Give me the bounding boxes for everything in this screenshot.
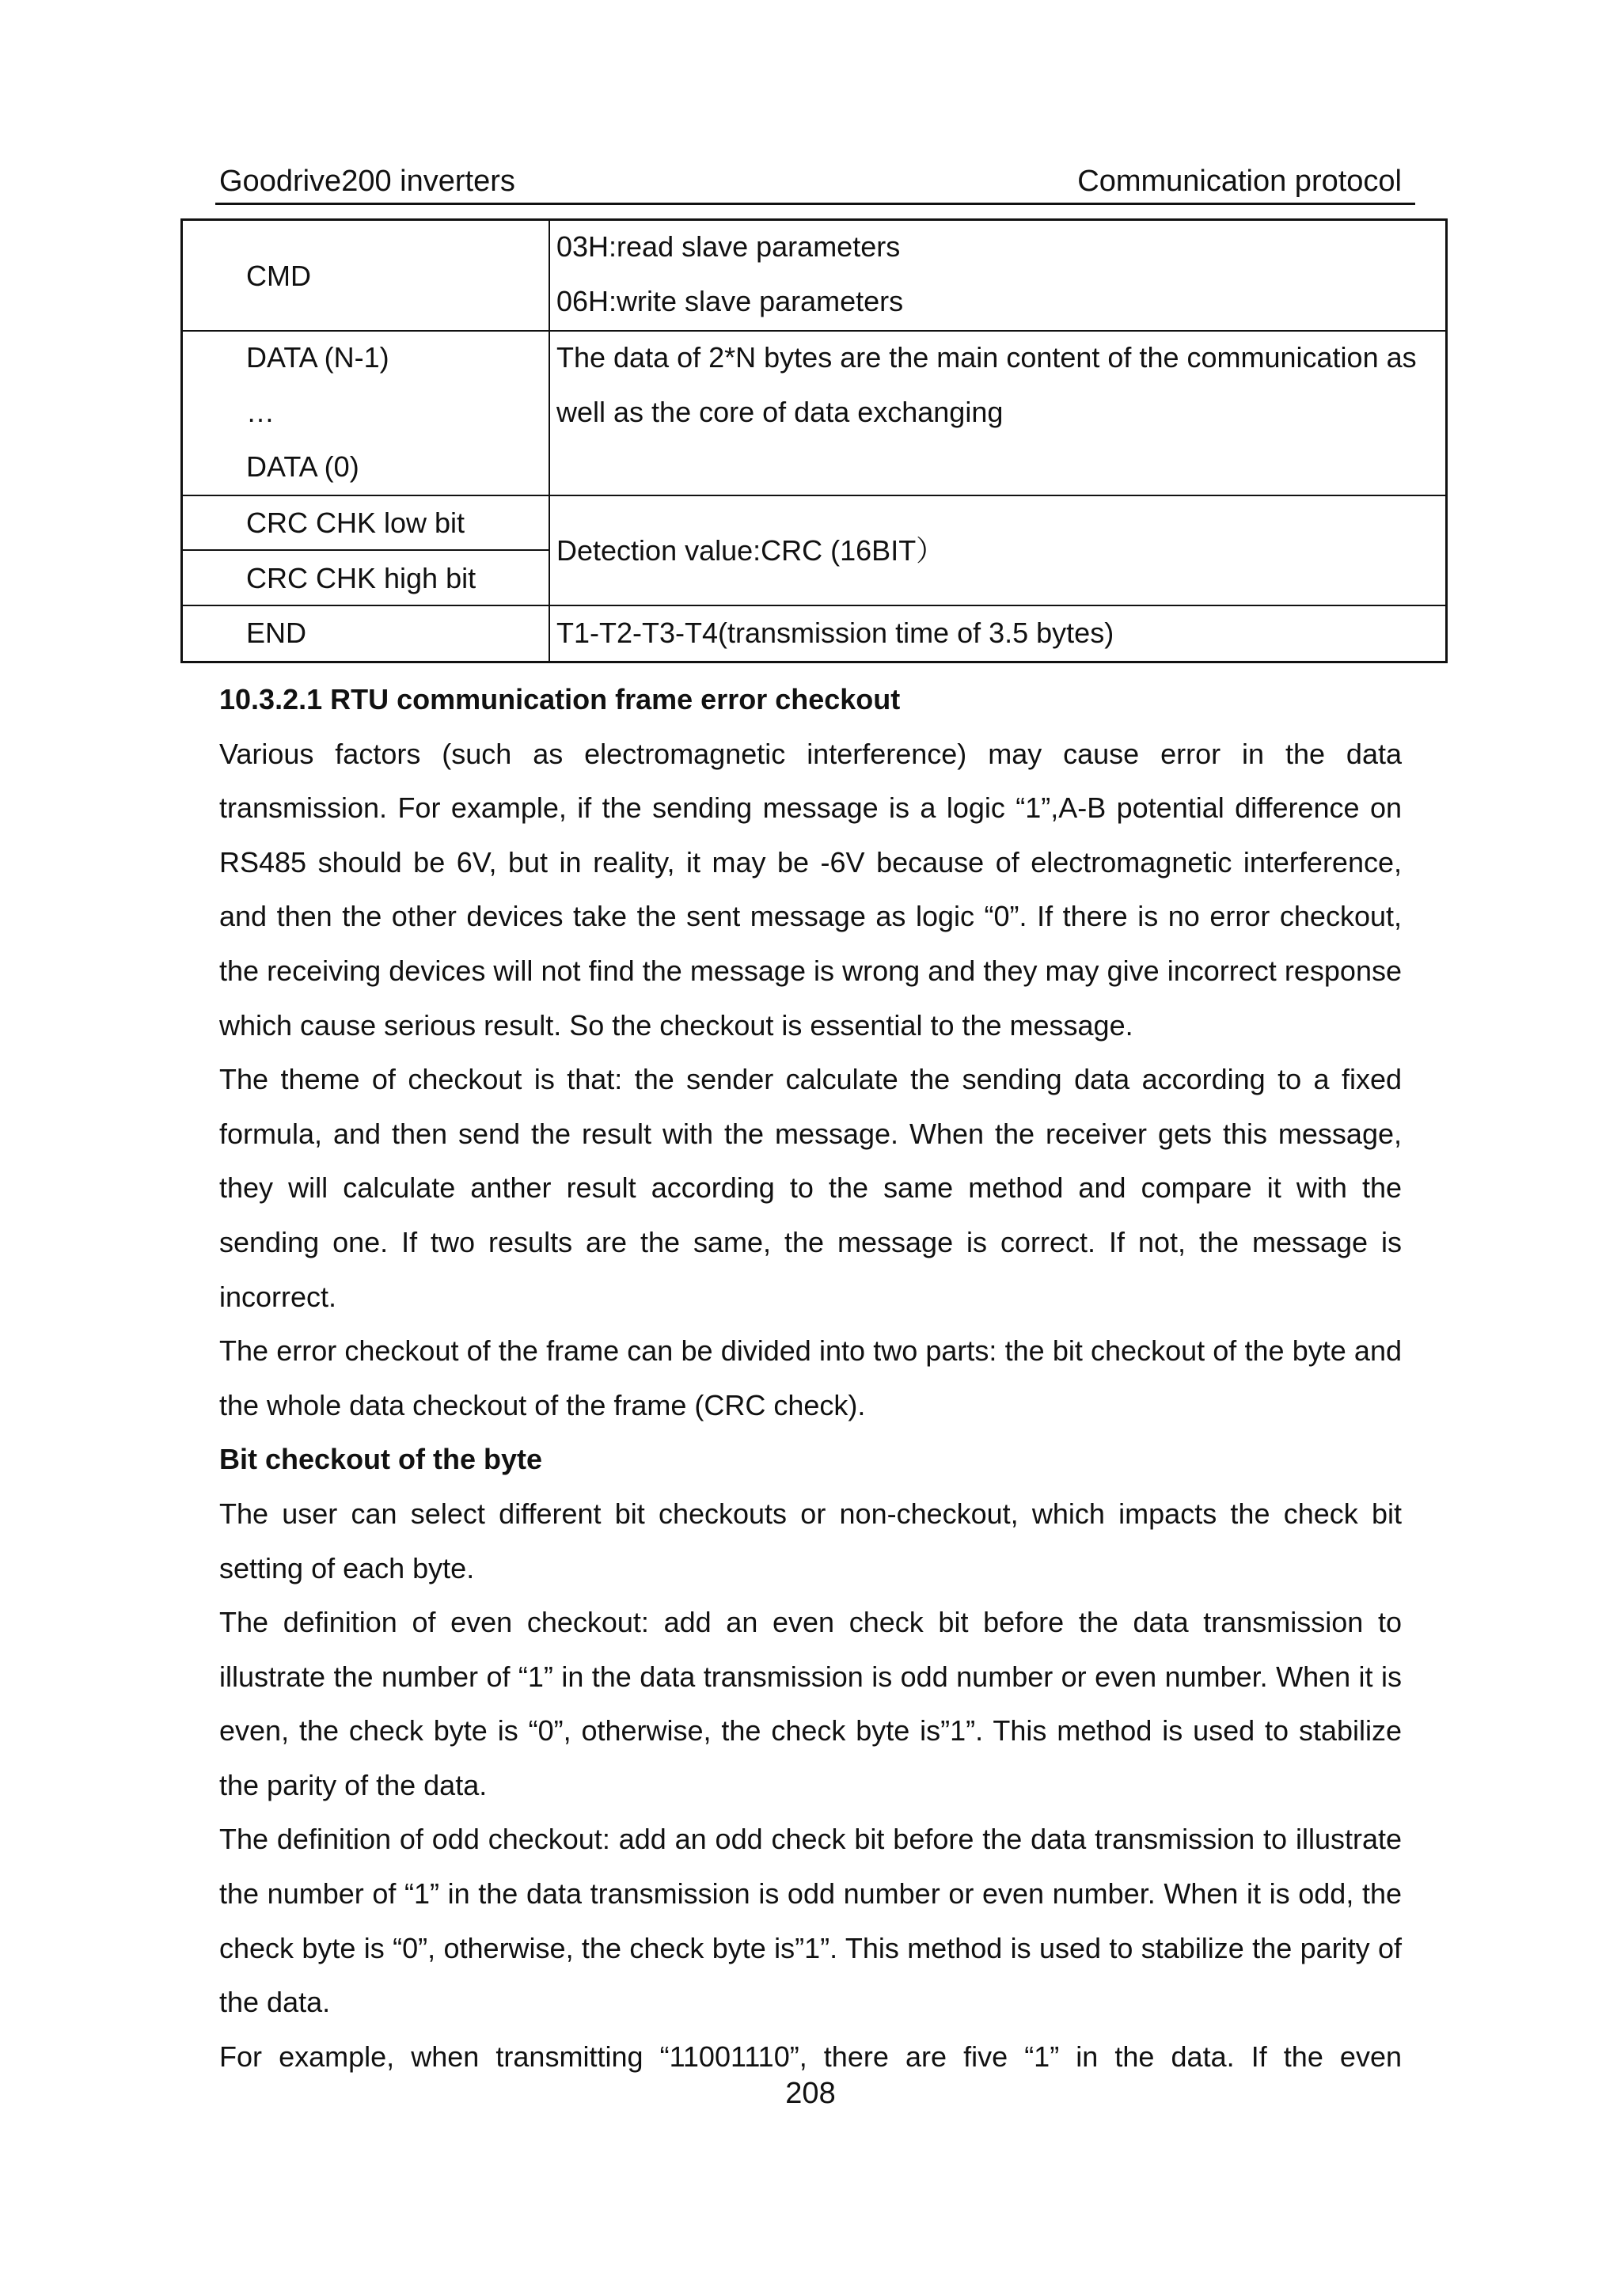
paragraph: The error checkout of the frame can be divided into two parts: the bit checkout of the byte and the whole data checkout of the frame (CRC check).	[219, 1334, 1402, 1421]
header-rule	[215, 203, 1415, 205]
data-description-line2: well as the core of data exchanging	[556, 396, 1004, 428]
crc-high-label: CRC CHK high bit	[246, 562, 476, 594]
data-label-first: DATA (N-1)	[246, 341, 389, 374]
cmd-label: CMD	[246, 260, 311, 292]
paragraph: The definition of even checkout: add an even check bit before the data transmission to illustrate the number of “1” in the data transmission is odd number or even number. When it is even, the check byte is “0”, otherwise, the check byte is”1”. This method is used to stabilize the parity of the data.	[219, 1606, 1402, 1801]
paragraph: The user can select different bit checkouts or non-checkout, which impacts the check bit setting of each byte.	[219, 1497, 1402, 1584]
page-header	[219, 161, 1402, 201]
end-label: END	[246, 617, 307, 649]
crc-description: Detection value:CRC (16BIT）	[556, 534, 945, 567]
table-column-divider	[549, 221, 550, 661]
cmd-description-write: 06H:write slave parameters	[556, 285, 904, 317]
end-description: T1-T2-T3-T4(transmission time of 3.5 bytes)	[556, 617, 1114, 649]
subsection-heading: Bit checkout of the byte	[219, 1443, 543, 1476]
paragraph: For example, when transmitting “11001110”, there are five “1” in the data. If the even	[219, 2040, 1402, 2073]
header-chapter-title: Communication protocol	[1077, 165, 1402, 198]
data-label-ellipsis: …	[246, 396, 275, 428]
paragraph: Various factors (such as electromagnetic interference) may cause error in the data transmission. For example, if the sending message is a logic “1”,A-B potential difference on RS485 should be 6V, but in reality, it may be -6V because of electromagnetic interference, and then the other devices take the sent message as logic “0”. If there is no error checkout, the receiving devices will not find the message is wrong and they may give incorrect response which cause serious result. So the checkout is essential to the message.	[219, 737, 1402, 1042]
paragraph: The definition of odd checkout: add an odd check bit before the data transmission to illustrate the number of “1” in the data transmission is odd number or even number. When it is odd, the check byte is “0”, otherwise, the check byte is”1”. This method is used to stabilize the parity of the data.	[219, 1823, 1402, 2019]
data-description-line1: The data of 2*N bytes are the main content of the communication as	[556, 341, 1417, 374]
data-label-last: DATA (0)	[246, 450, 359, 483]
crc-low-label: CRC CHK low bit	[246, 507, 465, 539]
cmd-description-read: 03H:read slave parameters	[556, 230, 901, 263]
section-body	[219, 673, 1402, 2084]
paragraph: The theme of checkout is that: the sender calculate the sending data according to a fixed formula, and then send the result with the message. When the receiver gets this message, they will calculate anther result according to the same method and compare it with the sending one. If two results are the same, the message is correct. If not, the message is incorrect.	[219, 1063, 1402, 1313]
header-product-name: Goodrive200 inverters	[219, 165, 515, 198]
section-heading: 10.3.2.1 RTU communication frame error checkout	[219, 683, 901, 715]
page-number: 208	[785, 2077, 836, 2110]
frame-format-table	[180, 218, 1448, 663]
